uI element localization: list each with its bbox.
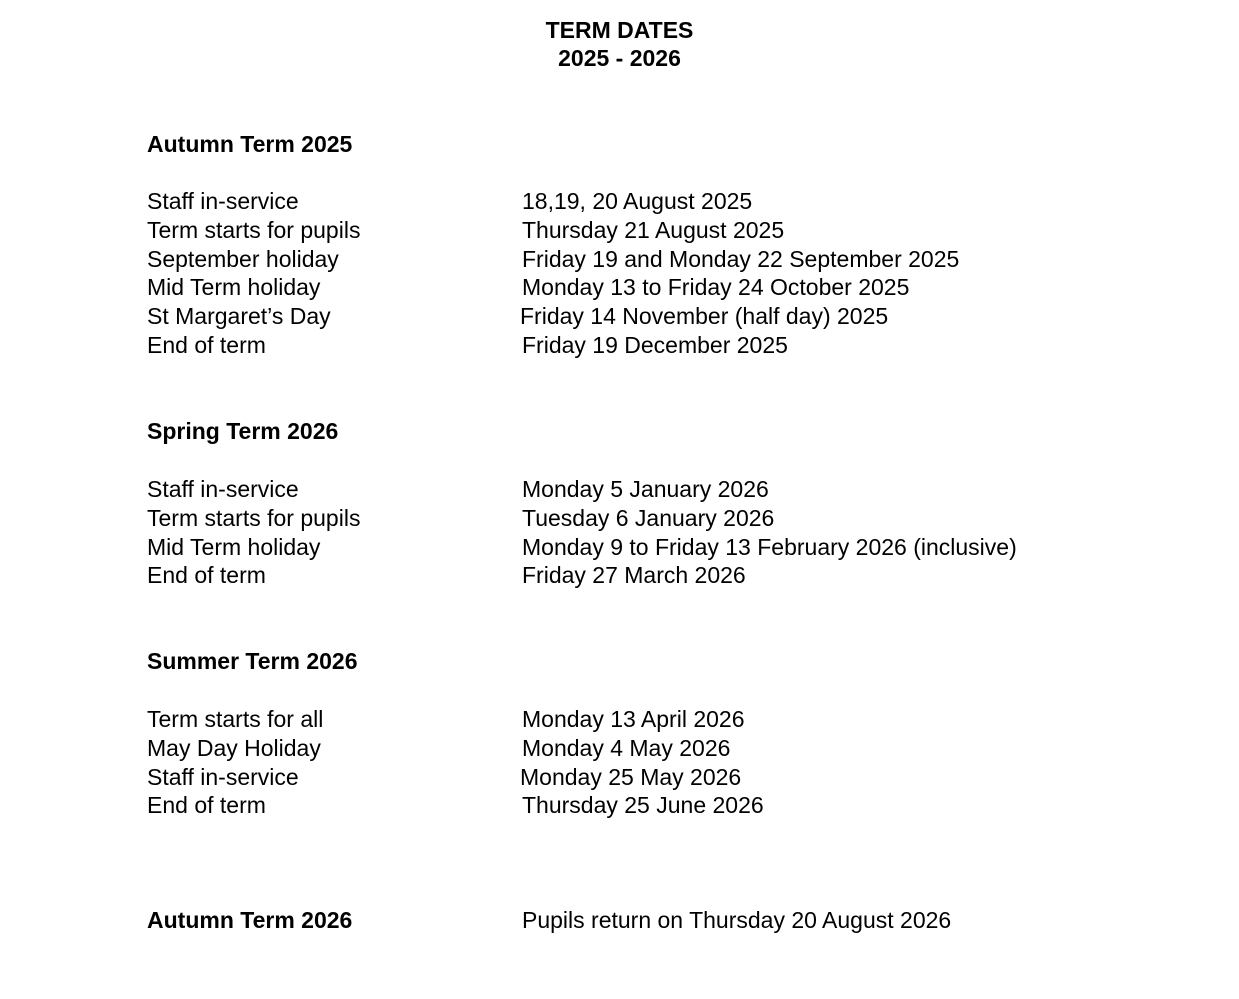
autumn-2026-heading: Autumn Term 2026 (147, 907, 353, 933)
date-value: Friday 19 December 2025 (522, 331, 788, 358)
date-value: Thursday 21 August 2025 (522, 216, 785, 243)
title-line-1: TERM DATES (545, 17, 694, 43)
date-label: Term starts for all (147, 706, 324, 732)
date-value: Thursday 25 June 2026 (522, 792, 764, 819)
date-label: Mid Term holiday (147, 274, 321, 301)
date-label: End of term (147, 562, 266, 589)
date-label: End of term (147, 331, 266, 358)
title-line-2: 2025 - 2026 (558, 45, 681, 71)
date-value: 18,19, 20 August 2025 (522, 188, 753, 214)
summer-2026-heading: Summer Term 2026 (147, 648, 358, 674)
autumn-2025-heading: Autumn Term 2025 (147, 131, 353, 157)
date-label: Term starts for pupils (147, 504, 361, 531)
date-label: End of term (147, 792, 266, 819)
date-label: Staff in-service (147, 188, 299, 214)
date-value: Friday 14 November (half day) 2025 (520, 303, 889, 330)
date-label: St Margaret’s Day (147, 303, 331, 330)
date-label: Term starts for pupils (147, 216, 361, 243)
date-label: September holiday (147, 245, 339, 272)
date-label: Staff in-service (147, 763, 299, 790)
date-value: Monday 13 April 2026 (522, 706, 745, 732)
date-value: Monday 25 May 2026 (520, 763, 742, 790)
date-value: Friday 19 and Monday 22 September 2025 (522, 245, 960, 272)
date-value: Monday 5 January 2026 (522, 476, 769, 502)
date-value: Friday 27 March 2026 (522, 562, 746, 589)
autumn-2026-return-date: Pupils return on Thursday 20 August 2026 (522, 907, 952, 933)
date-value: Monday 4 May 2026 (522, 734, 731, 761)
date-label: Mid Term holiday (147, 533, 321, 560)
date-label: Staff in-service (147, 476, 299, 502)
date-value: Monday 13 to Friday 24 October 2025 (522, 274, 910, 301)
date-value: Tuesday 6 January 2026 (522, 504, 775, 531)
document-title (0, 16, 1239, 72)
date-label: May Day Holiday (147, 734, 321, 761)
spring-2026-heading: Spring Term 2026 (147, 418, 339, 444)
date-value: Monday 9 to Friday 13 February 2026 (inclusive) (522, 533, 1017, 560)
